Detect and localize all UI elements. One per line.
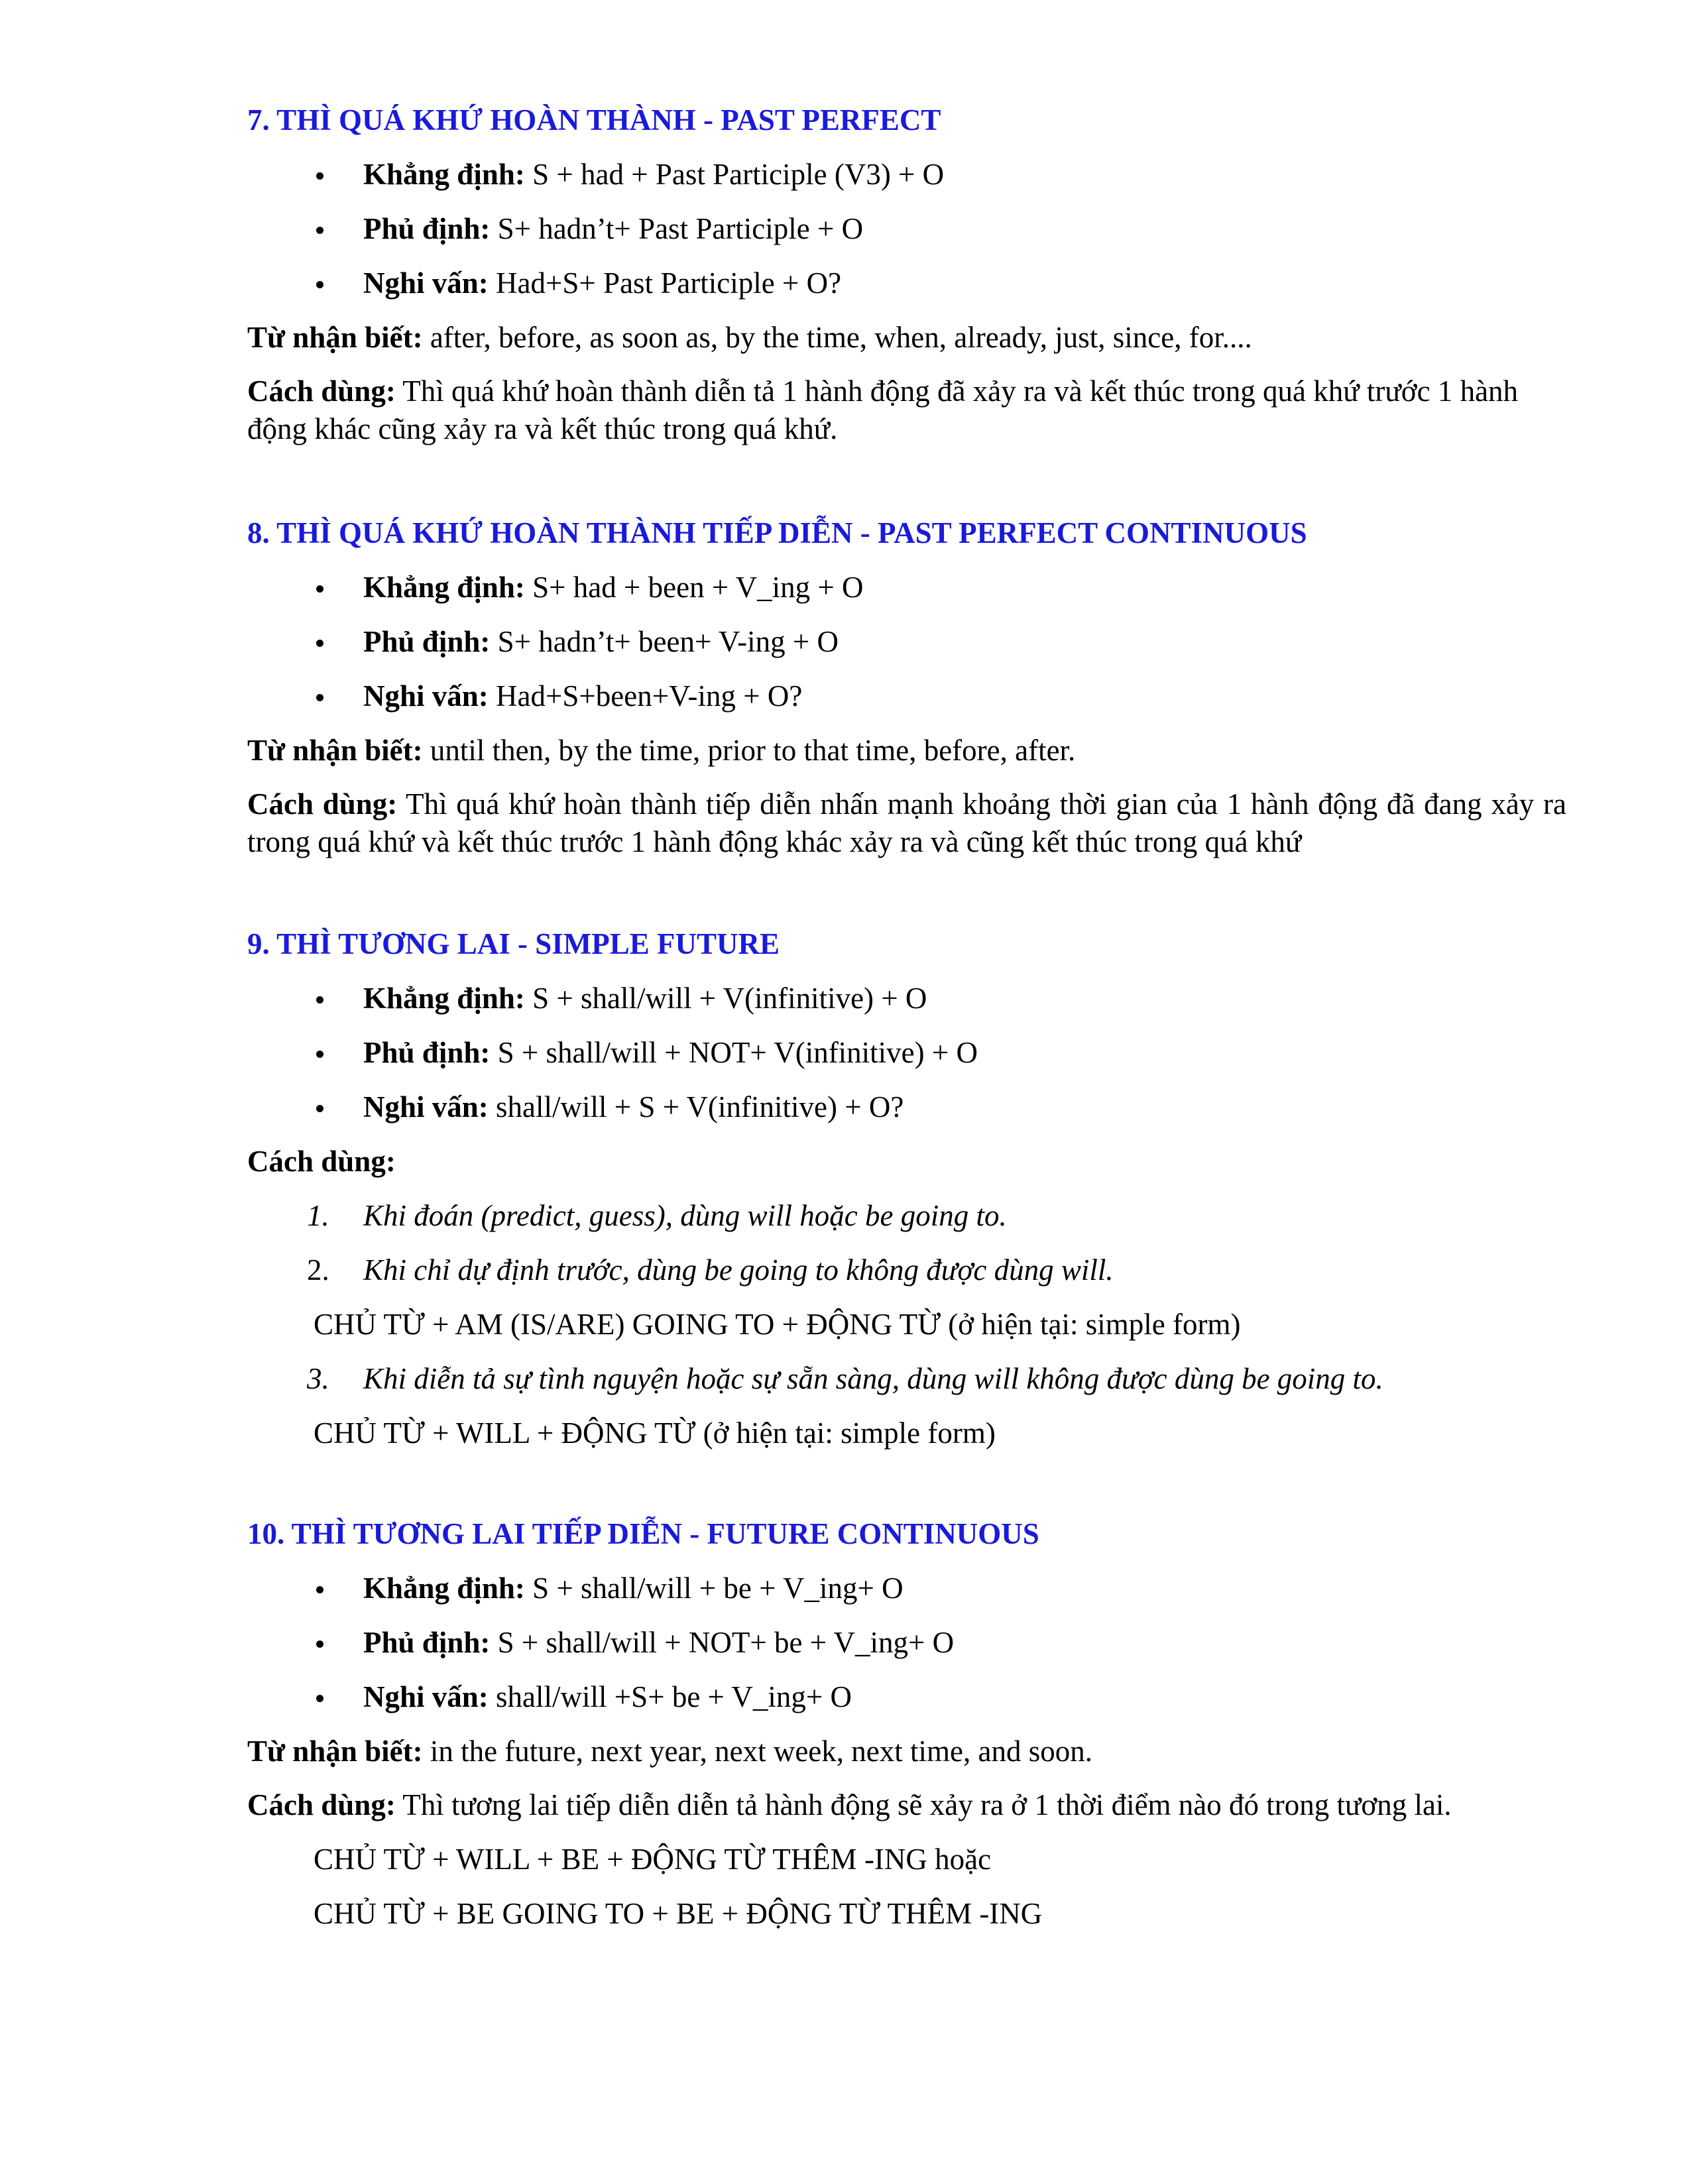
usage-list xyxy=(247,1188,1566,1297)
usage-heading xyxy=(247,1134,1566,1188)
usage-paragraph xyxy=(247,1778,1566,1832)
usage-item xyxy=(247,1243,1566,1297)
section-heading: 8. THÌ QUÁ KHỨ HOÀN THÀNH TIẾP DIỄN - PAST PERFECT CONTINUOUS xyxy=(247,516,1307,549)
usage-item-text: Khi đoán (predict, guess), dùng will hoặc be going to. xyxy=(363,1199,1007,1232)
usage-item-text: Khi chỉ dự định trước, dùng be going to không được dùng will. xyxy=(363,1253,1114,1287)
form-text: S + shall/will + V(infinitive) + O xyxy=(524,982,927,1015)
usage-paragraph xyxy=(247,365,1566,456)
formula-line: CHỦ TỪ + BE GOING TO + BE + ĐỘNG TỪ THÊM -ING xyxy=(314,1897,1043,1930)
signal-label: Từ nhận biết: xyxy=(247,1735,423,1768)
section-future-continuous xyxy=(247,1507,1566,1941)
usage-text: Thì quá khứ hoàn thành tiếp diễn nhấn mạnh khoảng thời gian của 1 hành động đã đang xảy ra trong quá khứ và kết thúc trước 1 hành động khác xảy ra và cũng kết thúc trong quá khứ xyxy=(247,787,1566,858)
form-affirmative xyxy=(247,1561,1566,1615)
spacer xyxy=(247,456,1566,506)
formula-line: CHỦ TỪ + AM (IS/ARE) GOING TO + ĐỘNG TỪ (ở hiện tại: simple form) xyxy=(314,1308,1241,1341)
form-label: Nghi vấn: xyxy=(363,1090,489,1123)
form-affirmative xyxy=(247,971,1566,1025)
form-label: Khẳng định: xyxy=(363,1572,525,1605)
usage-label: Cách dùng: xyxy=(247,1788,396,1821)
signal-label: Từ nhận biết: xyxy=(247,734,423,767)
form-affirmative xyxy=(247,147,1566,201)
usage-number: 3. xyxy=(307,1362,329,1395)
form-list xyxy=(247,560,1566,723)
form-label: Khẳng định: xyxy=(363,982,525,1015)
usage-label: Cách dùng: xyxy=(247,787,398,821)
usage-text: Thì tương lai tiếp diễn diễn tả hành động sẽ xảy ra ở 1 thời điểm nào đó trong tương lai. xyxy=(395,1788,1452,1821)
form-text: Had+S+been+V-ing + O? xyxy=(488,679,803,713)
form-affirmative xyxy=(247,560,1566,614)
form-label: Phủ định: xyxy=(363,212,491,245)
signal-text: in the future, next year, next week, next time, and soon. xyxy=(422,1735,1092,1768)
usage-paragraph xyxy=(247,777,1566,869)
form-question xyxy=(247,256,1566,310)
spacer xyxy=(247,1460,1566,1507)
form-question xyxy=(247,1080,1566,1134)
form-label: Phủ định: xyxy=(363,1626,491,1659)
usage-list xyxy=(247,1351,1566,1406)
signal-words xyxy=(247,1724,1566,1778)
section-past-perfect-continuous xyxy=(247,506,1566,869)
form-negative xyxy=(247,1025,1566,1080)
formula-line: CHỦ TỪ + WILL + ĐỘNG TỪ (ở hiện tại: simple form) xyxy=(314,1416,996,1450)
signal-text: after, before, as soon as, by the time, when, already, just, since, for.... xyxy=(422,321,1252,354)
form-text: shall/will +S+ be + V_ing+ O xyxy=(488,1680,852,1713)
signal-label: Từ nhận biết: xyxy=(247,321,423,354)
form-question xyxy=(247,669,1566,723)
form-question xyxy=(247,1670,1566,1724)
formula-line: CHỦ TỪ + WILL + BE + ĐỘNG TỪ THÊM -ING hoặc xyxy=(314,1843,992,1876)
section-heading: 10. THÌ TƯƠNG LAI TIẾP DIỄN - FUTURE CONTINUOUS xyxy=(247,1517,1039,1550)
section-heading: 9. THÌ TƯƠNG LAI - SIMPLE FUTURE xyxy=(247,927,780,960)
form-text: S + shall/will + NOT+ be + V_ing+ O xyxy=(490,1626,955,1659)
form-label: Nghi vấn: xyxy=(363,266,489,300)
signal-text: until then, by the time, prior to that time, before, after. xyxy=(422,734,1076,767)
form-text: S+ hadn’t+ Past Participle + O xyxy=(490,212,864,245)
form-list xyxy=(247,1561,1566,1724)
form-text: shall/will + S + V(infinitive) + O? xyxy=(488,1090,904,1123)
section-past-perfect xyxy=(247,93,1566,456)
form-text: Had+S+ Past Participle + O? xyxy=(488,266,842,300)
form-text: S+ hadn’t+ been+ V-ing + O xyxy=(490,625,839,658)
spacer xyxy=(247,869,1566,917)
form-text: S + had + Past Participle (V3) + O xyxy=(524,158,945,191)
form-negative xyxy=(247,614,1566,669)
form-label: Nghi vấn: xyxy=(363,679,489,713)
section-simple-future xyxy=(247,917,1566,1460)
usage-label: Cách dùng: xyxy=(247,1145,396,1178)
usage-item xyxy=(247,1351,1566,1406)
usage-item xyxy=(247,1188,1566,1243)
usage-item-text: Khi diễn tả sự tình nguyện hoặc sự sẵn sàng, dùng will không được dùng be going to. xyxy=(363,1362,1383,1395)
form-label: Phủ định: xyxy=(363,1036,491,1069)
form-text: S+ had + been + V_ing + O xyxy=(524,571,864,604)
section-heading: 7. THÌ QUÁ KHỨ HOÀN THÀNH - PAST PERFECT xyxy=(247,103,941,137)
document-page xyxy=(247,93,1566,1941)
form-label: Khẳng định: xyxy=(363,571,525,604)
usage-label: Cách dùng: xyxy=(247,374,396,408)
usage-text: Thì quá khứ hoàn thành diễn tả 1 hành động đã xảy ra và kết thúc trong quá khứ trước 1 hành động khác cũng xảy ra và kết thúc trong quá khứ. xyxy=(247,374,1519,445)
form-negative xyxy=(247,201,1566,256)
form-text: S + shall/will + be + V_ing+ O xyxy=(524,1572,904,1605)
form-label: Nghi vấn: xyxy=(363,1680,489,1713)
usage-number: 2. xyxy=(307,1253,329,1287)
form-label: Phủ định: xyxy=(363,625,491,658)
form-label: Khẳng định: xyxy=(363,158,525,191)
form-list xyxy=(247,147,1566,310)
signal-words xyxy=(247,310,1566,365)
form-text: S + shall/will + NOT+ V(infinitive) + O xyxy=(490,1036,978,1069)
form-negative xyxy=(247,1615,1566,1670)
signal-words xyxy=(247,723,1566,777)
usage-number: 1. xyxy=(307,1199,329,1232)
form-list xyxy=(247,971,1566,1134)
